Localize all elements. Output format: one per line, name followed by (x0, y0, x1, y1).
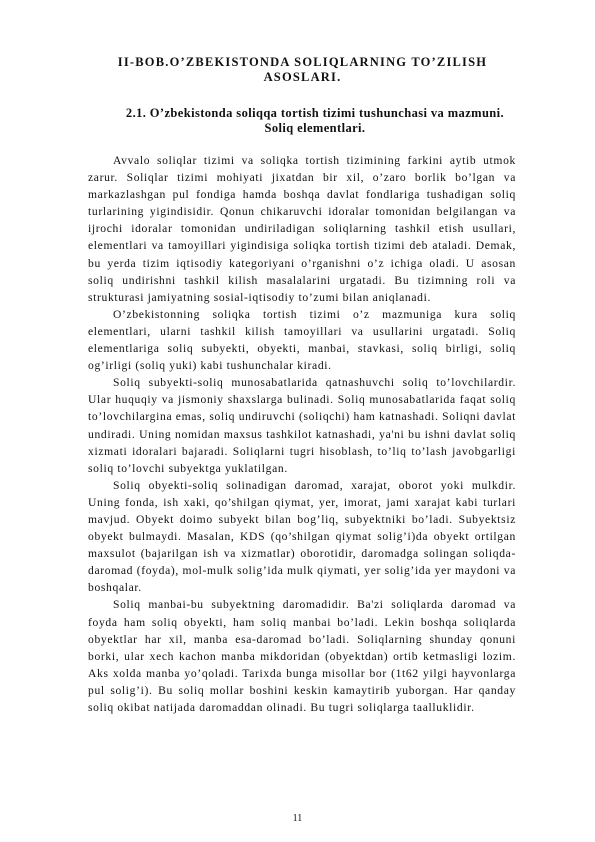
paragraph: Soliq obyekti-soliq solinadigan daromad, xarajat, oborot yoki mulkdir. Uning fonda, ish xaki, qo’shilgan qiymat, yer, imorat, jami xarajat kabi turlari mavjud. Obyekt doimo subyekt bilan bog’liq, subyektniki bo’ladi. Subyektsiz obyekt bulmaydi. Masalan, KDS (qo’shilgan qiymat solig’i)da obyekt ortilgan maxsulot (bajarilgan ish va xizmatlar) oborotidir, daromadga solingan soliqda-daromad (foyda), mol-mulk solig’ida mulk qiymati, yer solig’ida yer maydoni va boshqalar. (88, 478, 516, 595)
paragraph: Avvalo soliqlar tizimi va soliqka tortish tizimining farkini aytib utmok zarur. Soliqlar tizimi mohiyati jixatdan bir xil, o’zaro borlik bo’lgan va markazlashgan pul fondiga hamda boshqa davlat fondlariga tushadigan soliq turlarining yigindisidir. Qonun chikaruvchi idoralar tomonidan belgilangan va ijrochi idoralar tomonidan undiriladigan soliqlarning tashkil etish usullari, elementlari va tamoyillari yigindisiga soliqka tortish tizimi deb ataladi. Demak, bu yerda tizim iqtisodiy kategoriyani o’rganishni o’z ichiga oladi. U asosan soliq undirishni tashkil kilish masalalarini urgatadi. Bu tizimning roli va strukturasi jamiyatning sosial-iqtisodiy to’zumi bilan aniqlanadi. (88, 154, 516, 304)
chapter-title: II-BOB.O’ZBEKISTONDA SOLIQLARNING TO’ZILISH ASOSLARI. (117, 55, 488, 84)
page-number: 11 (292, 813, 303, 824)
body-text (88, 152, 516, 716)
paragraph: Soliq manbai-bu subyektning daromadidir. Ba'zi soliqlarda daromad va foyda ham soliq obyekti, ham soliq manbai bo’ladi. Lekin boshqa soliqlarda obyektlar har xil, manba esa-daromad bo’ladi. Soliqlarning shunday qonuni borki, ular xech kachon manba mikdoridan (obyektdan) ortib ketmasligi lozim. Aks xolda manba yo’qoladi. Tarixda bunga misollar bor (1t62 yilgi hayvonlarga pul solig’i). Bu soliq mollar boshini keskin kamaytirib yuborgan. Har qanday soliq okibat natijada daromaddan olinadi. Bu tugri soliqlarga taalluklidir. (88, 598, 516, 714)
section-title: 2.1. O’zbekistonda soliqqa tortish tizimi tushunchasi va mazmuni. Soliq elementlari. (125, 106, 505, 135)
paragraph: Soliq subyekti-soliq munosabatlarida qatnashuvchi soliq to’lovchilardir. Ular huquqiy va jismoniy shaxslarga bulinadi. Soliq munosabatlarida faqat soliq to’lovchilargina emas, soliq undiruvchi (soliqchi) ham katnashadi. Soliqni davlat undiradi. Uning nomidan maxsus tashkilot katnashadi, ya'ni bu ishni davlat soliq xizmati idoralari bajaradi. Soliqlarni tugri hisoblash, to’liq to’lash javobgarligi soliq to’lovchi subyektga yuklatilgan. (88, 376, 516, 475)
paragraph: O’zbekistonning soliqka tortish tizimi o’z mazmuniga kura soliq elementlari, ularni tashkil kilish tamoyillari va usullarini urgatadi. Soliq elementlariga soliq subyekti, obyekti, manbai, stavkasi, soliq birligi, soliq og’irligi (soliq yuki) kabi tushunchalar kiradi. (88, 307, 516, 373)
